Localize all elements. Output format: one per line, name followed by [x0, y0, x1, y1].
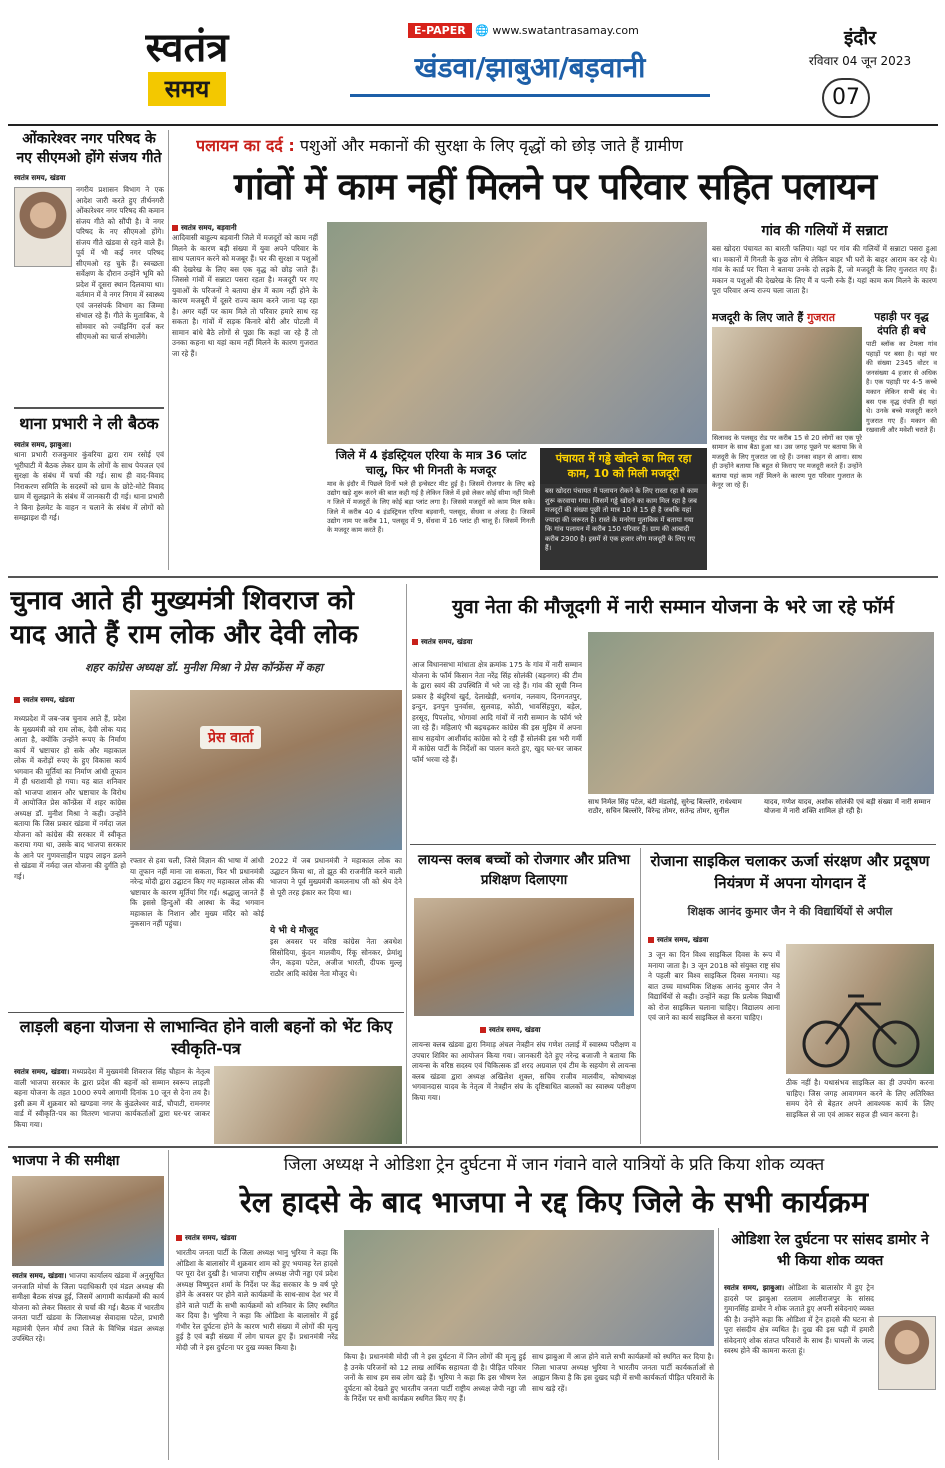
mp-condolence-body: स्वतंत्र समय, झाबुआ। ओडिशा के बालासोर में हुए ट्रेन हादसे पर झाबुआ रतलाम आलीराजपुर के सांसद गुमानसिंह डामोर ने शोक जताते हुए अपनी संवेदनाएं व्यक्त की है। उन्होंने कहा कि ओडिशा में ट्रेन हादसे की घटना से पूरा संसदीय क्षेत्र व्यथित है। दुख की इस घड़ी में हमारी संवेदनाएं शोक संतप्त परिवारों के साथ हैं। घायलों के जल्द स्वस्थ होने की कामना करता हूं।	[724, 1283, 874, 1355]
cycle-body-2: ठीक नहीं है। यथासंभव साइकिल का ही उपयोग करना चाहिए। जिस जगह आवागमन करने के लिए अतिरिक्त समय देने से बेहतर अपने आवश्यक कार्य के लिए साइकिल से जा एवं आकर सहज ही ध्यान करना है।	[786, 1078, 934, 1119]
bjp-review-body: स्वतंत्र समय, खंडवा। भाजपा कार्यालय खंडवा में अनुसूचित जनजाति मोर्चा के जिला पदाधिकारी एवं मंडल अध्यक्ष की समीक्षा बैठक संपन्न हुई, जिसमें आगामी कार्यक्रमों की कार्य योजना को लेकर विस्तार से चर्चा की गई। बैठक में भारतीय जनता पार्टी खंडवा के जिलाध्यक्ष सेवादास पटेल, प्रभारी महामंत्री ऐलन मौर्य तथा जिले के विभिन्न मंडल अध्यक्ष उपस्थित रहे।	[12, 1271, 164, 1343]
cycle-body-1: 3 जून का दिन विश्व साइकिल दिवस के रूप में मनाया जाता है। 3 जून 2018 को संयुक्त राष्ट्र संघ ने पहली बार विश्व साइकिल दिवस मनाया। यह बात उच्च माध्यमिक शिक्षक आनंद कुमार जैन ने विद्यार्थियों से कही। उन्होंने कहा कि प्रत्येक विद्यार्थी को रोज साइकिल चलाना चाहिए। विद्यालय आना एवं जाने का कार्य साइकिल से करना चाहिए।	[648, 950, 780, 1022]
panchayat-box	[540, 448, 707, 570]
lead-kicker	[196, 134, 936, 160]
silence-head: गांव की गलियों में सन्नाटा	[761, 223, 888, 239]
police-story-headline: थाना प्रभारी ने ली बैठक	[19, 414, 159, 433]
bjp-body-1: भारतीय जनता पार्टी के जिला अध्यक्ष भानु भुरिया ने कहा कि ओडिशा के बालासोर में शुक्रवार शाम को हुए भयावह रेल हादसे पर पूरा देश दुखी है। भाजपा राष्ट्रीय अध्यक्ष जेपी नड्डा एवं प्रदेश अध्यक्ष विष्णुदत्त शर्मा के निर्देश पर केंद्र सरकार के 9 वर्ष पूरे होने के अवसर पर होने वाले कार्यक्रमों के साथ-साथ देश भर में होने वाले पार्टी के सभी कार्यक्रमों को शनिवार के लिए स्थगित कर दिया है। भुरिया ने कहा कि ओडिशा के बालासोर में हुई गंभीर रेल दुर्घटना होने के कारण भारी संख्या में लोगों की मृत्यु हुई है एवं बड़ी संख्या में लोग घायल हुए हैं। प्रधानमंत्री नरेंद्र मोदी जी ने इस दुर्घटना पर दुख व्यक्त किया है।	[176, 1248, 338, 1352]
left-column	[14, 130, 164, 570]
bjp-kicker: जिला अध्यक्ष ने ओडिशा ट्रेन दुर्घटना में जान गंवाने वाले यात्रियों के प्रति किया शोक व्यक्त	[283, 1155, 825, 1175]
bjp-body-4: साथ झाबुआ में आज होने वाले सभी कार्यक्रमों को स्थगित कर दिया है। जिला भाजपा अध्यक्ष भुरिया ने भारतीय जनता पार्टी कार्यकर्ताओं से आह्वान किया है कि इस दुखद घड़ी में सभी कार्यकर्ता पीड़ित परिवारों के साथ खड़े रहें।	[532, 1352, 714, 1393]
lead-kicker-label: पलायन का दर्द :	[196, 136, 295, 155]
byline-marker-icon	[648, 937, 654, 943]
mp-condolence-headline: ओडिशा रेल दुर्घटना पर सांसद डामोर ने भी किया शोक व्यक्त	[731, 1232, 929, 1269]
lead-headline: गांवों में काम नहीं मिलने पर परिवार सहित पलायन	[233, 164, 877, 208]
lead-body-1: आदिवासी बाहुल्य बड़वानी जिले में मजदूरों को काम नहीं मिलने के कारण बड़ी संख्या में युवा अपने परिवार के साथ पलायन करने को मजबूर हैं। घर की सुरक्षा व पशुओं की देखरेख के लिए बस एक वृद्ध को छोड़ जाते हैं। जिससे गांवों में सन्नाटा पसरा रहता है। मजदूरी पर गए युवाओं के परिजनों ने बताया क्षेत्र में काम नहीं होने के कारण मजबूरी में दूसरे राज्य काम करने जाना पड़ रहा है। अगर यहीं पर काम मिले तो परिवार हमारे साथ रह सकता है। गांवों में सड़क किनारे बोरी और पोटली में सामान बांधे बैठे लोगों से पूछा कि कहां जा रहे हैं तो उनका कहना था यहां काम नहीं मिलने के कारण गुजरात जा रहे हैं।	[172, 233, 318, 358]
cycle-photo	[786, 944, 934, 1074]
panchayat-box-body: बस खोदरा पंचायत में पलायन रोकने के लिए रास्ता रहा से काम शुरू करवाया गया। जिसमें गड्ढे खोदने का काम मिल रहा है जब मजदूरों की संख्या पूछी तो मात्र 10 से 15 ही है जबकि यहां ज्यादा की जरूरत है। रास्ते के मनरेगा मुताबिक में बताया गया कि गांव पलायन में करीब 150 परिवार हैं। ग्राम की आबादी करीब 2900 है। इसमें से एक हजार लोग मजदूरी के लिए गए हैं।	[540, 484, 707, 569]
issue-date: रविवार 04 जून 2023	[808, 54, 912, 68]
byline-marker-icon	[176, 1235, 182, 1241]
globe-icon: 🌐	[475, 24, 489, 37]
bicycle-icon	[786, 944, 934, 1074]
byline-marker-icon	[412, 639, 418, 645]
lead-photo-migrants	[327, 222, 707, 444]
newspaper-logo	[112, 24, 262, 116]
byline-marker-icon	[14, 697, 20, 703]
gujarat-photo	[712, 327, 862, 431]
lead-text-column	[172, 222, 318, 570]
cmo-story-byline: स्वतंत्र समय, खंडवा	[14, 173, 66, 182]
bjp-headline: रेल हादसे के बाद भाजपा ने रद्द किए जिले के सभी कार्यक्रम	[239, 1185, 869, 1219]
bjp-review-photo	[12, 1176, 164, 1266]
lead-byline: स्वतंत्र समय, बड़वानी	[172, 222, 318, 233]
shivraj-body-3: रफ्तार से हवा चली, जिसे विज्ञान की भाषा में आंधी या तूफान नहीं माना जा सकता, फिर भी प्रधानमंत्री नरेन्द्र मोदी द्वारा उद्घाटन किए गए महाकाल लोक की भ्रष्टाचार के कारण मूर्तियां गिर गईं। श्रद्धालु जानते हैं कि इससे हिन्दुओं की आस्था के केंद्र भगवान महाकाल के निशान और मुख्य मंदिर को कोई नुकसान नहीं पहुंचा।	[130, 856, 264, 928]
page-number: 07	[822, 78, 870, 118]
masthead-divider	[8, 124, 938, 126]
police-story-byline: स्वतंत्र समय, झाबुआ।	[14, 440, 72, 449]
column-rule	[640, 848, 641, 1144]
section-divider-3	[410, 844, 936, 845]
column-rule	[168, 1150, 169, 1460]
lead-kicker-text: पशुओं और मकानों की सुरक्षा के लिए वृद्धों को छोड़ जाते हैं ग्रामीण	[299, 136, 683, 155]
cycle-headline: रोजाना साइकिल चलाकर ऊर्जा संरक्षण और प्रदूषण नियंत्रण में अपना योगदान दें	[650, 852, 930, 892]
youth-headline: युवा नेता की मौजूदगी में नारी सम्मान योजना के भरे जा रहे फॉर्म	[452, 596, 894, 618]
epaper-label: E-PAPER	[408, 23, 472, 38]
silence-body: बस खोदरा पंचायत का बारती फलिया। यहां पर गांव की गलियों में सन्नाटा पसरा हुआ था। मकानों में गिनती के कुछ लोग थे लेकिन बाहर भी घरों के बाहर आराम कर रहे थे। गांव के कार्ड पर पिता ने बताया उनके दो लड़के हैं, जो मजदूरी के लिए गुजरात गए हैं। मकान व पशुओं की देखरेख के लिए मैं व पत्नी रुके हैं। यहां काम कम मिलने के कारण पूरा परिवार अन्य राज्य चला जाता है।	[712, 244, 937, 295]
shivraj-body-4: 2022 में जब प्रधानमंत्री ने महाकाल लोक का उद्घाटन किया था, तो झूठ की राजनीति करने वाली भाजपा ने पूर्व मुख्यमंत्री कमलनाथ जी को श्रेय देने से पूरी तरह इंकार कर दिया था।	[270, 856, 402, 897]
shivraj-subdeck: शहर कांग्रेस अध्यक्ष डॉ. मुनीश मिश्रा ने प्रेस कॉन्फ्रेंस में कहा	[85, 661, 323, 674]
byline-marker-icon	[172, 225, 178, 231]
section-divider-2	[8, 1012, 404, 1013]
youth-photo	[588, 632, 934, 794]
edition-rule	[350, 94, 710, 97]
mp-portrait	[878, 1316, 936, 1390]
lead-industry-box	[327, 448, 535, 570]
ladli-photo	[214, 1066, 402, 1144]
gujarat-body: सिलावद के पलसूद रोड पर करीब 15 से 20 लोगों का एक पूरे सामान के साथ बैठा हुआ था। उस जगह पूछने पर बताया कि वे मजदूरी के लिए गुजरात जा रहे हैं। उनका वाहन से आना। साथ ही उन्होंने बताया कि बहुत से किराए पर मजदूरी करते हैं। उन्होंने बताया यहां काम नहीं मिलने के कारण पूरा परिवार गुजरात के केनूर जा रहे हैं।	[712, 434, 862, 490]
column-rule	[168, 130, 169, 570]
section-divider-1	[8, 576, 938, 578]
shivraj-byline: स्वतंत्र समय, खंडवा	[14, 694, 124, 706]
logo-bottom-word: समय	[148, 72, 226, 106]
lead-side-column	[712, 222, 937, 570]
ladli-headline: लाड़ली बहना योजना से लाभान्वित होने वाली बहनों को भेंट किए स्वीकृति-पत्र	[19, 1017, 393, 1058]
bjp-review-headline: भाजपा ने की समीक्षा	[12, 1153, 120, 1169]
epaper-bar	[408, 22, 718, 40]
lions-headline: लायन्स क्लब बच्चों को रोजगार और प्रतिभा प्रशिक्षण दिलाएगा	[418, 852, 630, 888]
present-body: इस अवसर पर वरिष्ठ कांग्रेस नेता अवधेश सिसोदिया, कुंदन मालवीय, रिंकू सोनकर, प्रेमांशु जैन, कड़वा पटेल, अजीज भारती, दीपक मुल्लू राठौर आदि कांग्रेस नेता मौजूद थे।	[270, 937, 402, 978]
press-banner: प्रेस वार्ता	[200, 726, 261, 749]
bjp-byline: स्वतंत्र समय, खंडवा	[176, 1232, 336, 1244]
present-head: ये भी थे मौजूद	[270, 926, 319, 936]
column-rule	[406, 584, 407, 1144]
cycle-subdeck: शिक्षक आनंद कुमार जैन ने की विद्यार्थियों से अपील	[687, 905, 893, 918]
elderly-body: पाटी ब्लॉक का टेमला गांव पहाड़ों पर बसा है। यहां घर की संख्या 2345 वोटर व जनसंख्या 4 हजार से अधिक है। एक पहाड़ी पर 4-5 कच्चे मकान लेकिन सभी बंद थे। बस एक वृद्ध दंपति ही यहां थे। उनके बच्चे मजदूरी करने गुजरात गए हैं। मकान की रखवाली और मवेशी चराते हैं।	[866, 340, 937, 435]
column-rule	[718, 1228, 719, 1460]
press-conference-photo	[130, 690, 402, 850]
panchayat-box-head: पंचायत में गड्ढे खोदने का मिल रहा काम, 10 को मिली मजदूरी	[540, 448, 707, 484]
youth-body: आज विधानसभा मांधाता क्षेत्र क्रमांक 175 के गांव में नारी सम्मान योजना के फॉर्म किसान नेता नरेंद्र सिंह सोलंकी (बड़नगर) की टीम के द्वारा स्वयं की उपस्थिति में भरे जा रहे हैं। गांव की सूची निम्न प्रकार है बंदूरियां खुर्द, देलाखेड़ी, धनगांव, नलवाय, दिनगनतपुर, इन्दुन, इनपुन पुनर्वास, सुलवाड़, कोठी, भावसिंहपुरा, बड़ेल, हरसूद, पिपलोद, भोगावां आदि गांवों में नारी सम्मान के फॉर्म भरे जा रहे हैं। महिलाएं भी बढ़चढ़कर कांग्रेस की इस मुहिम में अपना साथ सहयोग आशीर्वाद कांग्रेस को दे रही हैं सोलंकी इस भरी गर्मी में कांग्रेस पार्टी के निर्देशों का पालन करते हुए, खुद घर-घर जाकर फॉर्म भरवा रहे हैं।	[412, 660, 582, 764]
site-url[interactable]: www.swatantrasamay.com	[492, 24, 639, 37]
industry-box-head: जिले में 4 इंडस्ट्रियल एरिया के मात्र 36 प्लांट चालू, फिर भी गिनती के मजदूर	[335, 448, 527, 477]
shivraj-headline: चुनाव आते ही मुख्यमंत्री शिवराज को याद आते हैं राम लोक और देवी लोक	[10, 586, 358, 650]
police-story-body: थाना प्रभारी राजकुमार कुंवरिया द्वारा राम रसोई एवं भूरीघाटी में बैठक लेकर ग्राम के लोगों के साथ पेयजल एवं सुरक्षा के संबंध में चर्चा की गई। साथ ही वाद-विवाद निराकरण समिति के सदस्यों को ग्राम के छोटे-मोटे विवाद ग्राम में सुलझाने के संबंध में जानकारी दी गई। थाना प्रभारी ने बिना हेलमेट के वाहन न चलाने के संबंध में लोगों को समझाइश दी गई।	[14, 450, 164, 522]
youth-caption-2: यादव, गणेश यादव, अशोक सोलंकी एवं बड़ी संख्या में नारी सम्मान योजना में नारी शक्ति शामिल हो रही है।	[764, 798, 931, 815]
ladli-body: स्वतंत्र समय, खंडवा। मध्यप्रदेश में मुख्यमंत्री शिवराज सिंह चौहान के नेतृत्व वाली भाजपा सरकार के द्वारा प्रदेश की बहनों को सम्मान स्वरूप लाड़ली बहना योजना के तहत 1000 रुपये आगामी दिनांक 10 जून से देना तय है। इसी क्रम में शुक्रवार को खण्डवा नगर के कुंडलेश्वर वार्ड, चौपाटी, रामनगर वार्ड में स्वीकृति-पत्र का वितरण भाजपा कार्यकर्ताओं द्वारा घर-घर जाकर किया गया।	[14, 1067, 210, 1129]
industry-box-body: माव के इंदौर में पिछले दिनों भले ही इन्वेस्टर मीट हुई है। जिसमें रोजगार के लिए बड़े उद्योग खड़े शुरू करने की बात कही गई है लेकिन जिले में इसे लेकर कोई सीमा नहीं मिली न जिले में मजदूरों के लिए कोई बड़ा प्लांट लगा है। जिससे मजदूरों को काम मिल सके। जिले में करीब 40 4 इंडस्ट्रियल एरिया बड़वानी, पलसूद, सेंधवा व अंजड़ है। जिसमें उद्योग नाम पर करीब 11, पलसूद में 9, सेंधवा में 16 प्लांट ही चालू हैं। जिसमें गिनती के मजदूर काम करते हैं।	[327, 480, 535, 535]
cmo-portrait	[14, 187, 72, 267]
lions-byline: स्वतंत्र समय, खंडवा	[480, 1024, 630, 1036]
youth-caption-1: साथ निर्मल सिंह पटेल, बंटी मंडलोई, सुरेन्द्र बिल्लोरे, राधेश्याम राठौर, सचिन बिल्लोरे, विरेन्द्र तोमर, सतेन्द्र तोमर, सुनील	[588, 798, 742, 815]
byline-marker-icon	[480, 1027, 486, 1033]
train-accident-photo	[344, 1230, 714, 1346]
lions-photo	[414, 898, 634, 1016]
cmo-story-body: नगरीय प्रशासन विभाग ने एक आदेश जारी करते हुए तीर्थनगरी ओंकारेश्वर नगर परिषद की कमान संजय गीते को सौंपी है। वे नगर परिषद के नए सीएमओ होंगे। संजय गीते खंडवा से रहने वाले हैं। पूर्व में भी कई नगर परिषद सीएमओ रह चुके हैं। स्वच्छता सर्वेक्षण के दौरान उन्होंने भूमि को प्रदेश में दूसरा स्थान दिलवाया था। वर्तमान में वे नगर निगम में स्वास्थ्य एवं जनसंपर्क विभाग का जिम्मा संभाल रहे हैं। गीते के मुताबिक, वे सोमवार को ज्वॉइनिंग दर्ज कर सीएमओ का चार्ज संभालेंगे।	[76, 185, 164, 341]
shivraj-body-1: मध्यप्रदेश में जब-जब चुनाव आते हैं, प्रदेश के मुख्यमंत्री को राम लोक, देवी लोक याद आता है, क्योंकि उन्होंने रूपए के निर्माण कार्य में भ्रष्टाचार हो सके और महाकाल लोक में करोड़ों रुपए के हुए विकास कार्य भगवान की मूर्तियां का निर्माण आंधी तूफान में ही धराशायी हो गया। यह बात शनिवार को भाजपा शासन और भ्रष्टाचार के विरोध में आयोजित प्रेस कॉन्फ्रेंस में शहर कांग्रेस अध्यक्ष डॉ. मुनीश मिश्रा ने कही। उन्होंने बताया कि जिस प्रकार खंडवा में नर्मदा जल योजना को कांग्रेस की सरकार में स्वीकृत कराया गया था, उसके बाद भाजपा सरकार के आने पर गुणवत्ताहीन पाइप लाइन डलने से खंडवा में नर्मदा जल योजना की दुर्गति हो गई।	[14, 714, 126, 881]
elderly-head: पहाड़ी पर वृद्ध दंपति ही बचे	[874, 311, 929, 337]
gujarat-head: मजदूरी के लिए जाते हैं गुजरात	[712, 311, 836, 324]
left-divider	[14, 407, 164, 409]
section-divider-4	[8, 1146, 938, 1148]
edition-title: खंडवा/झाबुआ/बड़वानी	[414, 51, 646, 84]
logo-top-word: स्वतंत्र	[145, 24, 229, 71]
lions-body: लायन्स क्लब खंडवा द्वारा निमाड़ अंचल नेत्रहीन संघ गणेश तलाई में स्वास्थ्य परीक्षण व उपचार शिविर का आयोजन किया गया। जानकारी देते हुए नरेन्द्र बजाजी ने बताया कि लायन्स के वरिष्ठ सदस्य एवं चिकित्सक डॉ शरद अग्रवाल एवं टीम के सहयोग से लायन्स क्लब खंडवा द्वारा अध्यक्ष अखिलेश शुक्ल, सचिव राजीव मालवीय, कोषाध्यक्ष भगवानदास यादव के नेतृत्व में नेत्रहीन संघ के दृष्टिबाधित बालकों का स्वास्थ्य परीक्षण किया गया।	[412, 1040, 636, 1102]
cycle-byline: स्वतंत्र समय, खंडवा	[648, 934, 778, 946]
youth-byline: स्वतंत्र समय, खंडवा	[412, 636, 552, 648]
shivraj-right-col	[270, 856, 402, 1008]
city-name: इंदौर	[843, 27, 877, 48]
cmo-story-headline: ओंकारेश्वर नगर परिषद के नए सीएमओ होंगे संजय गीते	[16, 131, 162, 166]
bjp-body-3: किया है। प्रधानमंत्री मोदी जी ने इस दुर्घटना में जिन लोगों की मृत्यु हुई है उनके परिजनों को 12 लाख आर्थिक सहायता दी है। पीड़ित परिवार जनों के साथ हम सब लोग खड़े हैं। भुरिया ने कहा कि इस भीषण रेल दुर्घटना को देखते हुए भारतीय जनता पार्टी राष्ट्रीय अध्यक्ष जेपी नड्डा जी के निर्देश पर सभी कार्यक्रम स्थगित किए गए हैं।	[344, 1352, 526, 1403]
